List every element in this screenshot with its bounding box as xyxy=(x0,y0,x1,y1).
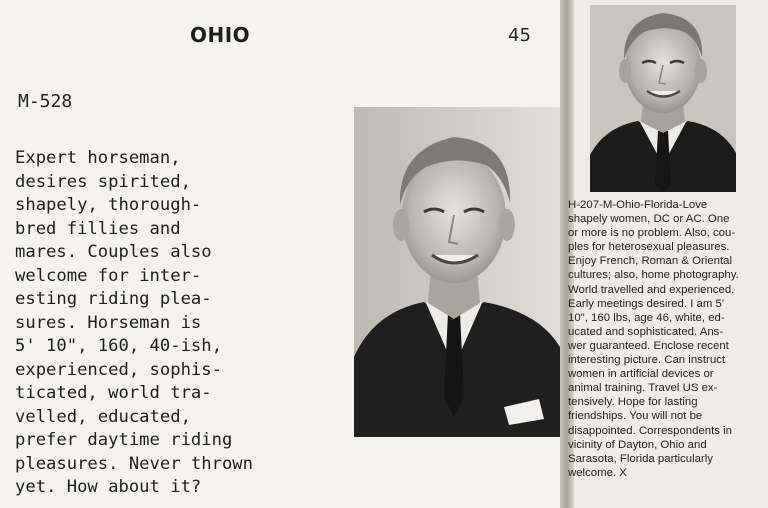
ad-line: experienced, sophis- xyxy=(15,359,222,380)
ad-line: vicinity of Dayton, Ohio and xyxy=(568,438,707,451)
ad-line: ticated, world tra- xyxy=(15,383,212,403)
portrait-photo-left xyxy=(354,107,560,437)
ad-line: ples for heterosexual pleasures. xyxy=(568,241,730,254)
ad-line: World travelled and experienced. xyxy=(568,283,735,296)
ad-line: prefer daytime riding xyxy=(15,430,233,450)
ad-line: shapely, thorough- xyxy=(15,195,202,215)
ad-line: esting riding plea- xyxy=(15,289,212,309)
ad-line: mares. Couples also xyxy=(15,242,212,262)
ad-line: sures. Horseman is xyxy=(15,312,202,333)
ad-line: shapely women, DC or AC. One xyxy=(568,213,730,226)
ad-line: bred fillies and xyxy=(15,218,181,239)
ad-line: desires spirited, xyxy=(15,171,191,192)
ad-line: welcome for inter- xyxy=(15,265,202,286)
ad-line: tensively. Hope for lasting xyxy=(568,396,698,409)
ad-line: Early meetings desired. I am 5' xyxy=(568,297,725,310)
ad-line: welcome. X xyxy=(568,466,627,479)
ad-line: wer guaranteed. Enclose recent xyxy=(568,339,729,352)
portrait-photo-right xyxy=(590,5,736,192)
ad-line: cultures; also, home photography. xyxy=(568,269,739,282)
ad-line: ucated and sophisticated. Ans- xyxy=(568,325,724,338)
man-portrait-icon xyxy=(354,107,560,437)
ad-line: pleasures. Never thrown xyxy=(15,453,253,474)
ad-line: velled, educated, xyxy=(15,406,191,427)
ad-line: or more is no problem. Also, cou- xyxy=(568,227,736,240)
ad-line: women in artificial devices or xyxy=(568,368,714,381)
ad-line: interesting picture. Can instruct xyxy=(568,354,726,367)
ad-code: M-528 xyxy=(18,91,73,112)
man-portrait-icon xyxy=(590,5,736,192)
ad-text-left xyxy=(15,147,360,500)
ad-text-right xyxy=(568,198,768,480)
ad-line: Expert horseman, xyxy=(15,148,181,168)
page-number: 45 xyxy=(508,25,531,46)
ad-line: 10", 160 lbs, age 46, white, ed- xyxy=(568,311,725,324)
ad-line: friendships. You will not be xyxy=(568,410,703,423)
page-header-state: OHIO xyxy=(190,23,251,47)
ad-line: animal training. Travel US ex- xyxy=(568,382,718,395)
ad-line: 5' 10", 160, 40-ish, xyxy=(15,336,222,356)
ad-line: Sarasota, Florida particularly xyxy=(568,452,713,465)
ad-line: disappointed. Correspondents in xyxy=(568,424,733,437)
ad-line: yet. How about it? xyxy=(15,477,202,497)
ad-line: Enjoy French, Roman & Oriental xyxy=(568,255,732,268)
ad-line: H-207-M-Ohio-Florida-Love xyxy=(568,199,708,211)
